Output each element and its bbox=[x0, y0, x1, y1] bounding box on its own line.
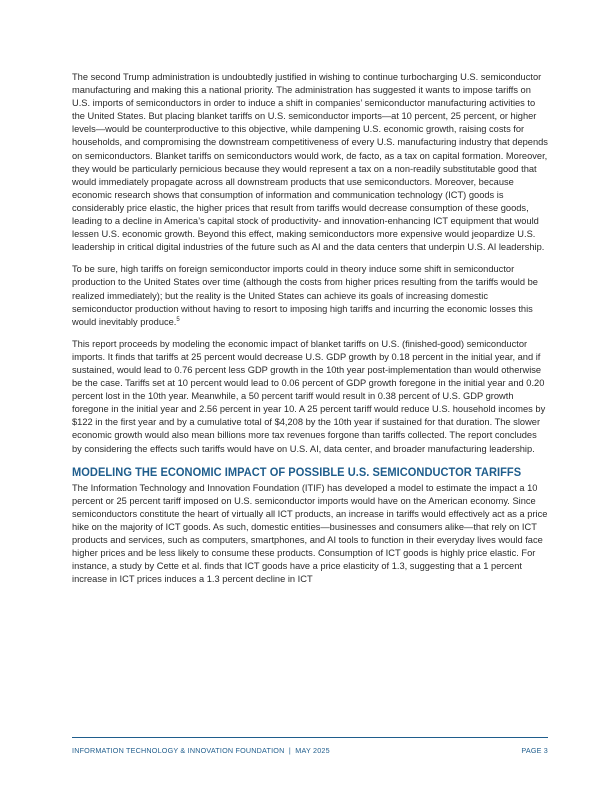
page-footer bbox=[72, 737, 548, 755]
document-body bbox=[72, 64, 548, 595]
paragraph-to-be-sure bbox=[72, 263, 548, 328]
paragraph-report-findings: This report proceeds by modeling the economic impact of blanket tariffs on U.S. (finished-good) semiconductor imports. It finds that tariffs at 25 percent would decrease U.S. GDP growth by 0.18 percent in the initial year, and if sustained, would lead to 0.76 percent less GDP growth in the 10th year post-implementation than would otherwise be the case. Tariffs set at 10 percent would lead to 0.06 percent of GDP growth foregone in the initial year and 0.20 percent lost in the 10th year. Meanwhile, a 50 percent tariff would result in 0.38 percent of U.S. GDP growth foregone in the initial year and 2.56 percent in year 10. A 25 percent tariff would reduce U.S. household incomes by $122 in the first year and by a cumulative total of $4,208 by the 10th year if sustained for that duration. The slower economic growth would also mean billions more tax revenues forgone than tariffs collected. The report concludes by considering the effects such tariffs would have on U.S. AI, data center, and broader manufacturing leadership. bbox=[72, 338, 546, 454]
footnote-marker[interactable]: 5 bbox=[176, 316, 180, 323]
paragraph-intro: The second Trump administration is undoubtedly justified in wishing to continue turbocharging U.S. semiconductor manufacturing and making this a national priority. The administration has suggested it wants to impose tariffs on U.S. imports of semiconductors in order to induce a shift in companies’ semiconductor manufacturing activities to the United States. But placing blanket tariffs on U.S. semiconductor imports—at 10 percent, 25 percent, or higher levels—would be counterproductive to this objective, while dampening U.S. economic growth, raising costs for households, and compromising the downstream competitiveness of every U.S. manufacturing industry that depends on semiconductors. Blanket tariffs on semiconductors would work, de facto, as a tax on capital formation. Moreover, they would be particularly pernicious because they would represent a tax on a non-readily substitutable good that would immediately propagate across all downstream products that use semiconductors. Moreover, because economic research shows that consumption of information and communication technology (ICT) goods is considerably price elastic, the higher prices that result from tariffs would decrease consumption of these goods, leading to a decline in America’s capital stock of productivity- and innovation-enhancing ICT equipment that would lessen U.S. economic growth. Beyond this effect, making semiconductors more expensive would jeopardize U.S. leadership in critical digital industries of the future such as AI and the data centers that underpin U.S. AI leadership. bbox=[72, 72, 548, 253]
footer-organization: INFORMATION TECHNOLOGY & INNOVATION FOUNDATION | MAY 2025 bbox=[72, 746, 330, 755]
paragraph-itif-model: The Information Technology and Innovation Foundation (ITIF) has developed a model to estimate the impact a 10 percent or 25 percent tariff imposed on U.S. semiconductor imports would have on the American economy. Since semiconductors constitute the heart of virtually all ICT products, an increase in tariffs would effectively act as a price hike on the majority of ICT goods. As such, domestic entities—businesses and consumers alike—that rely on ICT products and services, such as computers, smartphones, and AI tools to function in their everyday lives would face higher prices and be less likely to consume these products. Consumption of ICT goods is highly price elastic. For instance, a study by Cette et al. finds that ICT goods have a price elasticity of 1.3, suggesting that a 1 percent increase in ICT prices induces a 1.3 percent decline in ICT bbox=[72, 482, 548, 585]
page-number: PAGE 3 bbox=[521, 746, 548, 755]
paragraph-to-be-sure-text: To be sure, high tariffs on foreign semiconductor imports could in theory induce some shift in semiconductor production to the United States over time (although the costs from higher prices resulting from the tariffs would be realized immediately); but the reality is the United States can achieve its goals of increasing domestic semiconductor production without having to resort to imposing high tariffs and incurring the economic losses this would inevitably produce. bbox=[72, 264, 538, 327]
section-heading: MODELING THE ECONOMIC IMPACT OF POSSIBLE U.S. SEMICONDUCTOR TARIFFS bbox=[72, 464, 522, 479]
